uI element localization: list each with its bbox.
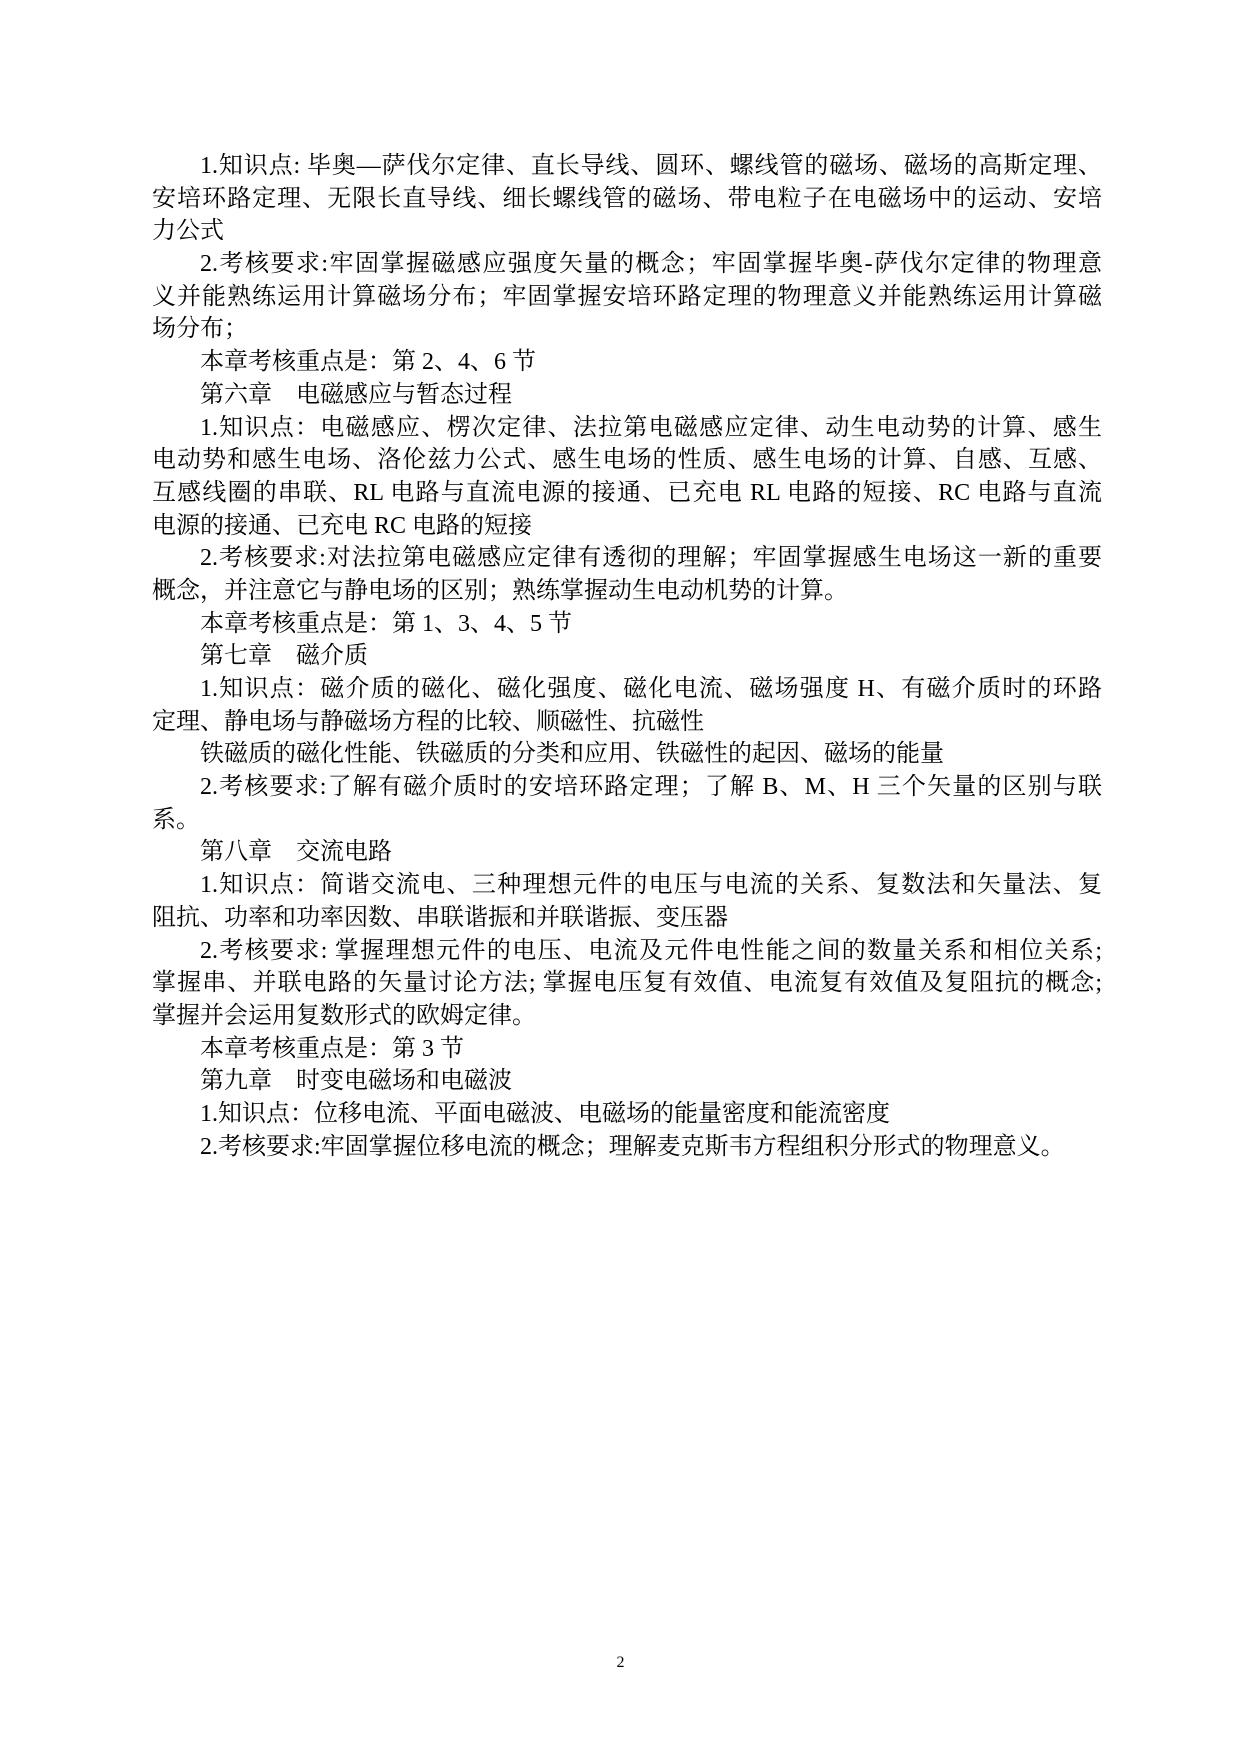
text-line: 场分布； (152, 316, 248, 343)
text-line: 2.考核要求: 掌握理想元件的电压、电流及元件电性能之间的数量关系和相位关系; (200, 937, 1102, 964)
text-line: 概念，并注意它与静电场的区别；熟练掌握动生电动机势的计算。 (152, 577, 848, 604)
text-line: 互感线圈的串联、RL 电路与直流电源的接通、已充电 RL 电路的短接、RC 电路与直流 (152, 479, 1102, 506)
knowledge-points-continued (152, 738, 1102, 771)
text-line: 电源的接通、已充电 RC 电路的短接 (152, 512, 533, 539)
assessment-requirements (152, 935, 1102, 1033)
text-line: 2.考核要求:对法拉第电磁感应定律有透彻的理解；牢固掌握感生电场这一新的重要 (200, 545, 1102, 572)
text-line: 定理、静电场与静磁场方程的比较、顺磁性、抗磁性 (152, 708, 704, 735)
text-line: 力公式 (152, 218, 224, 245)
knowledge-points (152, 412, 1102, 543)
text-line: 安培环路定理、无限长直导线、细长螺线管的磁场、带电粒子在电磁场中的运动、安培 (152, 185, 1102, 212)
assessment-requirements (152, 542, 1102, 607)
assessment-requirements (152, 771, 1102, 836)
text-line: 第六章 电磁感应与暂态过程 (200, 381, 512, 408)
text-line: 1.知识点：磁介质的磁化、磁化强度、磁化电流、磁场强度 H、有磁介质时的环路 (200, 676, 1102, 702)
text-line: 2.考核要求:牢固掌握位移电流的概念；理解麦克斯韦方程组积分形式的物理意义。 (200, 1133, 1065, 1160)
text-line: 铁磁质的磁化性能、铁磁质的分类和应用、铁磁性的起因、磁场的能量 (200, 741, 944, 768)
document-body (152, 150, 1102, 1163)
text-line: 本章考核重点是：第 1、3、4、5 节 (200, 610, 572, 637)
text-line: 1.知识点：电磁感应、楞次定律、法拉第电磁感应定律、动生电动势的计算、感生 (200, 414, 1102, 441)
text-line: 义并能熟练运用计算磁场分布；牢固掌握安培环路定理的物理意义并能熟练运用计算磁 (152, 283, 1102, 310)
text-line: 1.知识点: 毕奥—萨伐尔定律、直长导线、圆环、螺线管的磁场、磁场的高斯定理、 (200, 153, 1102, 179)
text-line: 系。 (152, 806, 200, 833)
chapter-heading (152, 1065, 1102, 1098)
text-line: 电动势和感生电场、洛伦兹力公式、感生电场的性质、感生电场的计算、自感、互感、 (152, 447, 1102, 474)
text-line: 第九章 时变电磁场和电磁波 (200, 1068, 512, 1095)
text-line: 1.知识点：简谐交流电、三种理想元件的电压与电流的关系、复数法和矢量法、复 (200, 872, 1102, 899)
assessment-requirements (152, 1131, 1102, 1164)
knowledge-points (152, 1098, 1102, 1131)
knowledge-points (152, 869, 1102, 934)
text-line: 第七章 磁介质 (200, 643, 368, 670)
chapter-focus (152, 346, 1102, 379)
chapter-focus (152, 608, 1102, 641)
text-line: 1.知识点：位移电流、平面电磁波、电磁场的能量密度和能流密度 (200, 1100, 890, 1127)
page-number: 2 (616, 1654, 625, 1671)
chapter-heading (152, 640, 1102, 673)
assessment-requirements (152, 248, 1102, 346)
text-line: 本章考核重点是：第 2、4、6 节 (200, 349, 536, 376)
text-line: 2.考核要求:了解有磁介质时的安培环路定理；了解 B、M、H 三个矢量的区别与联 (200, 774, 1102, 801)
text-line: 2.考核要求:牢固掌握磁感应强度矢量的概念；牢固掌握毕奥-萨伐尔定律的物理意 (200, 251, 1102, 278)
chapter-heading (152, 836, 1102, 869)
text-line: 阻抗、功率和功率因数、串联谐振和并联谐振、变压器 (152, 904, 728, 931)
text-line: 本章考核重点是：第 3 节 (200, 1035, 464, 1062)
knowledge-points (152, 673, 1102, 738)
knowledge-points (152, 150, 1102, 248)
chapter-heading (152, 379, 1102, 412)
chapter-focus (152, 1033, 1102, 1066)
text-line: 掌握并会运用复数形式的欧姆定律。 (152, 1002, 536, 1029)
text-line: 掌握串、并联电路的矢量讨论方法; 掌握电压复有效值、电流复有效值及复阻抗的概念; (152, 970, 1102, 997)
text-line: 第八章 交流电路 (200, 839, 392, 866)
